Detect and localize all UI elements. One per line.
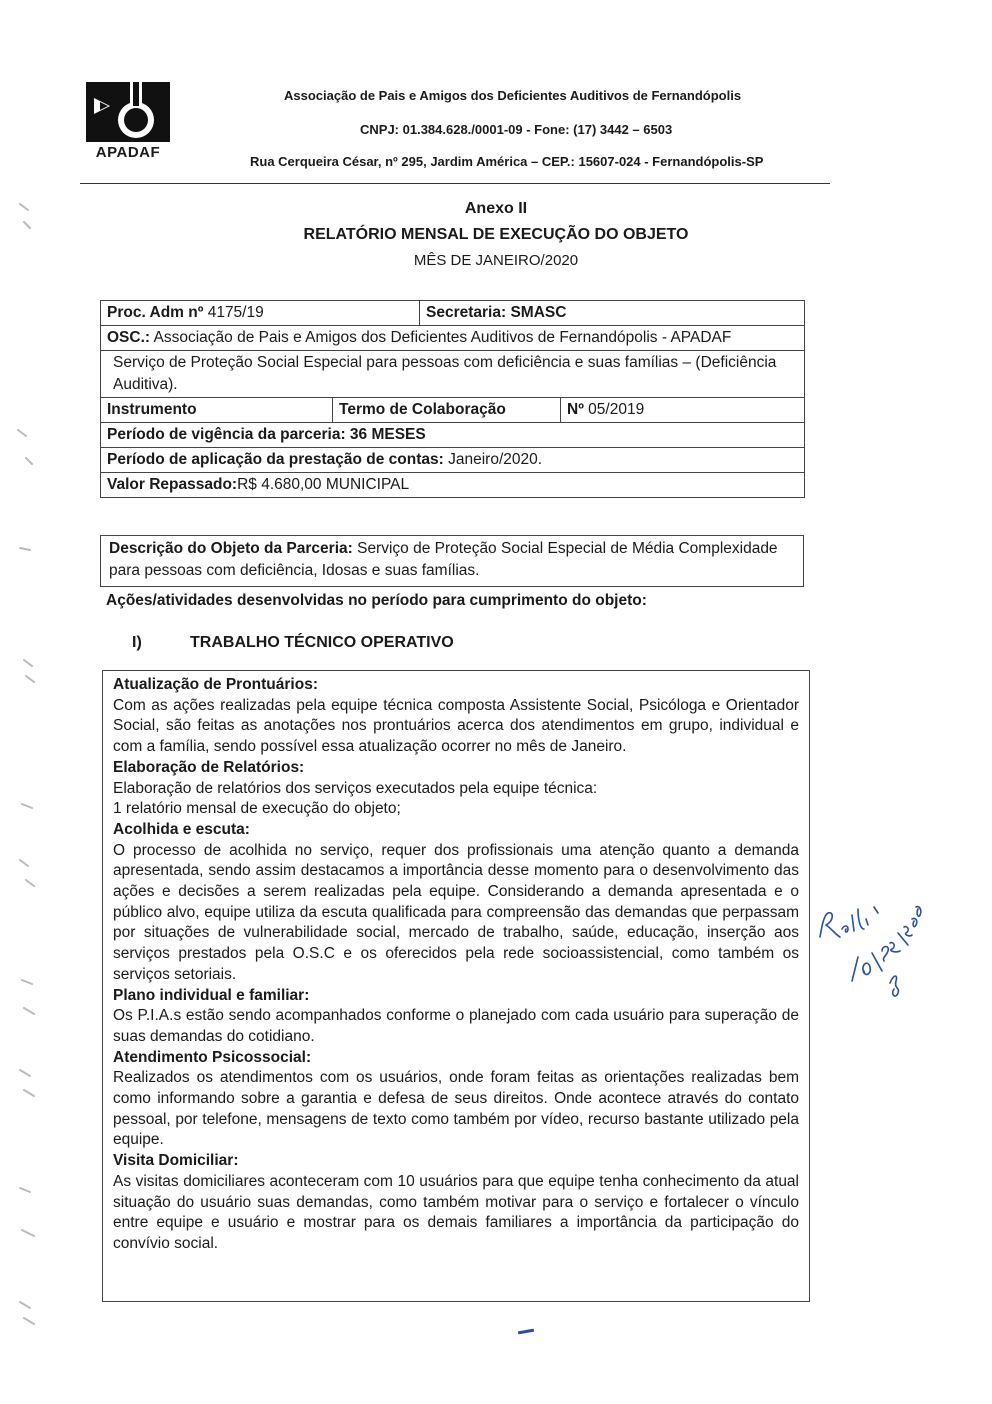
section-title: TRABALHO TÉCNICO OPERATIVO — [190, 634, 454, 651]
osc-value: Associação de Pais e Amigos dos Deficientes Auditivos de Fernandópolis - APADAF — [150, 329, 732, 346]
aplicacao-label: Período de aplicação da prestação de contas: — [107, 451, 444, 468]
relatorios-text-2: 1 relatório mensal de execução do objeto; — [113, 800, 401, 818]
handwritten-signature — [812, 885, 942, 1005]
aplicacao-cell — [101, 448, 804, 472]
info-row-valor — [101, 472, 804, 497]
report-month: MÊS DE JANEIRO/2020 — [413, 252, 579, 269]
service-description: Serviço de Proteção Social Especial para pessoas com deficiência e suas famílias – (Deficiência Auditiva). — [113, 354, 777, 393]
main-content-box — [102, 670, 810, 1302]
proc-label: Proc. Adm nº — [107, 304, 204, 321]
secretaria: Secretaria: SMASC — [419, 301, 804, 325]
numero-value: 05/2019 — [583, 401, 645, 418]
scan-margin-marks — [0, 80, 60, 1380]
annex-title: Anexo II — [464, 200, 528, 217]
visita-heading: Visita Domiciliar: — [113, 1152, 239, 1170]
aplicacao-value: Janeiro/2020. — [443, 451, 543, 468]
osc-cell — [101, 326, 804, 350]
proc-cell — [101, 301, 419, 325]
termo-label: Termo de Colaboração — [332, 398, 560, 422]
relatorios-heading: Elaboração de Relatórios: — [113, 758, 305, 776]
report-title: RELATÓRIO MENSAL DE EXECUÇÃO DO OBJETO — [303, 226, 689, 243]
plano-heading: Plano individual e familiar: — [113, 986, 310, 1004]
relatorios-text: Elaboração de relatórios dos serviços executados pela equipe técnica: — [113, 779, 598, 797]
info-row-proc — [101, 301, 804, 325]
info-row-instrumento — [101, 397, 804, 422]
section-number: I) — [132, 634, 142, 651]
objeto-box — [100, 535, 804, 587]
prontuarios-heading: Atualização de Prontuários: — [113, 676, 318, 693]
org-name: Associação de Pais e Amigos dos Deficientes Auditivos de Fernandópolis — [284, 88, 742, 103]
vigencia: Período de vigência da parceria: 36 MESES — [107, 426, 426, 443]
valor-cell — [101, 473, 804, 497]
visita-text: As visitas domiciliares aconteceram com 10 usuários para que equipe tenha conhecimento da atual situação do usuário suas demandas, como também motivar para o serviço e fortalecer o vínculo entre equipe e usuário e mostrar para os demais familiares a importância da participação do convívio social. — [113, 1172, 799, 1252]
info-row-vigencia — [101, 422, 804, 447]
valor-value: R$ 4.680,00 MUNICIPAL — [237, 476, 410, 493]
info-row-service — [101, 350, 804, 397]
psicossocial-heading: Atendimento Psicossocial: — [113, 1048, 312, 1066]
cnpj-phone: CNPJ: 01.384.628./0001-09 - Fone: (17) 3442 – 6503 — [360, 122, 673, 137]
psicossocial-text: Realizados os atendimentos com os usuários, onde foram feitas as orientações realizadas bem como informando sobre a garantia e defesa de seus direitos. Onde acontece através do contato pessoal, por telefone, mensagens de texto como também por vídeo, recurso bastante utilizado pela equipe. — [113, 1069, 799, 1149]
acolhida-heading: Acolhida e escuta: — [113, 820, 250, 838]
info-row-osc — [101, 325, 804, 350]
objeto-label: Descrição do Objeto da Parceria: — [109, 540, 353, 557]
acolhida-text: O processo de acolhida no serviço, requer dos profissionais uma atenção quanto a demanda apresentada, sendo assim destacamos a importância desse momento para o desenvolvimento das ações e decisões a serem realizadas pela equipe. Considerando a demanda apresentada e o público alvo, equipe utiliza da escuta qualificada para compreensão das demandas que perpassam por situações de vulnerabilidade social, mercado de trabalho, saúde, educação, inserção aos serviços prestados pela O.S.C e os oferecidos pela rede socioassistencial, como também os serviços setoriais. — [113, 841, 799, 983]
plano-text: Os P.I.A.s estão sendo acompanhados conforme o planejado com cada usuário para superação de suas demandas do cotidiano. — [113, 1007, 799, 1045]
acoes-heading: Ações/atividades desenvolvidas no período para cumprimento do objeto: — [106, 592, 647, 609]
numero-cell — [560, 398, 804, 422]
address: Rua Cerqueira César, nº 295, Jardim América – CEP.: 15607-024 - Fernandópolis-SP — [250, 154, 764, 169]
logo-text: APADAF — [95, 144, 161, 161]
numero-label: Nº — [567, 401, 584, 418]
header-divider — [80, 183, 830, 184]
proc-value: 4175/19 — [203, 304, 264, 321]
info-row-aplicacao — [101, 447, 804, 472]
ink-mark — [518, 1329, 534, 1335]
valor-label: Valor Repassado: — [107, 476, 238, 493]
objeto-text: Serviço de Proteção Social Especial de Média Complexidade para pessoas com deficiência, Idosas e suas famílias. — [109, 540, 778, 579]
instrumento-label: Instrumento — [107, 401, 197, 418]
info-table — [100, 300, 805, 498]
osc-label: OSC.: — [107, 329, 151, 346]
prontuarios-text: Com as ações realizadas pela equipe técnica composta Assistente Social, Psicóloga e Orientador Social, são feitas as anotações nos prontuários acerca dos atendimentos em grupo, individual e com a família, sendo possível essa atualização ocorrer no mês de Janeiro. — [113, 696, 799, 756]
